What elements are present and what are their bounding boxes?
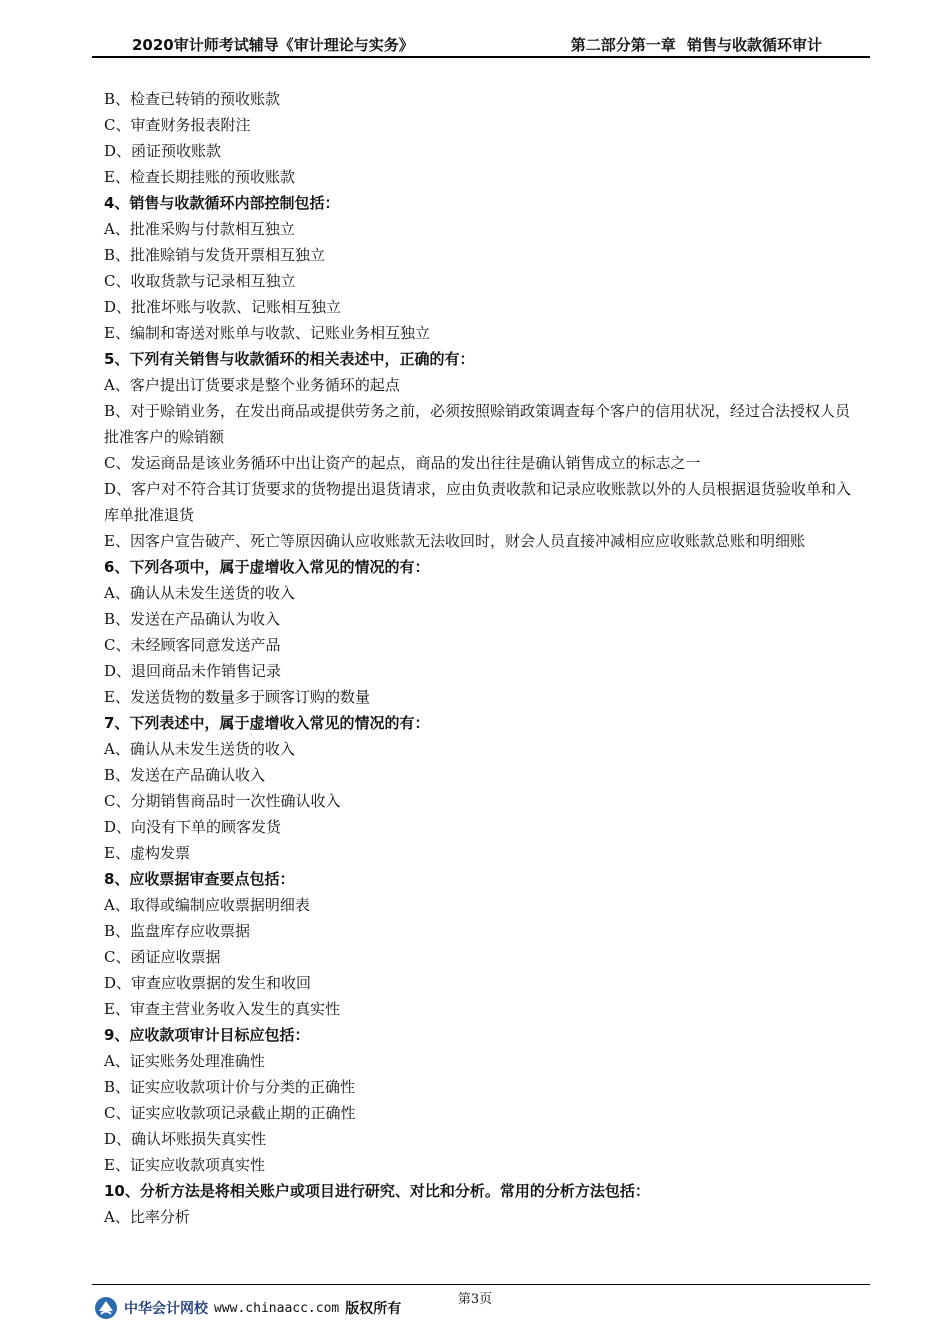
header-course-title: 2020审计师考试辅导《审计理论与实务》 <box>132 36 414 54</box>
question-stem: 6、下列各项中，属于虚增收入常见的情况的有： <box>104 558 430 576</box>
answer-option: D、客户对不符合其订货要求的货物提出退货请求，应由负责收款和记录应收账款以外的人员根据退货验收单和入库单批准退货 <box>104 480 852 524</box>
answer-option: E、审查主营业务收入发生的真实性 <box>104 1000 340 1018</box>
answer-option: B、发送在产品确认收入 <box>104 766 266 784</box>
answer-option: B、检查已转销的预收账款 <box>104 90 281 108</box>
answer-option: D、批准坏账与收款、记账相互独立 <box>104 298 342 316</box>
page-header <box>92 30 870 58</box>
answer-option: C、发运商品是该业务循环中出让资产的起点，商品的发出往往是确认销售成立的标志之一 <box>104 454 701 472</box>
answer-option: D、确认坏账损失真实性 <box>104 1130 267 1148</box>
answer-option: A、确认从未发生送货的收入 <box>104 740 295 758</box>
answer-option: B、批准赊销与发货开票相互独立 <box>104 246 326 264</box>
answer-option: E、虚构发票 <box>104 844 190 862</box>
answer-option: A、客户提出订货要求是整个业务循环的起点 <box>104 376 400 394</box>
brand-url[interactable]: www.chinaacc.com <box>214 1300 340 1316</box>
answer-option: E、证实应收款项真实性 <box>104 1156 265 1174</box>
answer-option: C、函证应收票据 <box>104 948 221 966</box>
brand-name: 中华会计网校 <box>124 1301 208 1317</box>
answer-option: D、退回商品未作销售记录 <box>104 662 282 680</box>
answer-option: B、证实应收款项计价与分类的正确性 <box>104 1078 356 1096</box>
answer-option: C、分期销售商品时一次性确认收入 <box>104 792 341 810</box>
answer-option: A、确认从未发生送货的收入 <box>104 584 295 602</box>
answer-option: D、函证预收账款 <box>104 142 222 160</box>
answer-option: E、因客户宣告破产、死亡等原因确认应收账款无法收回时，财会人员直接冲减相应应收账款总账和明细账 <box>104 532 805 550</box>
question-stem: 8、应收票据审查要点包括： <box>104 870 295 888</box>
answer-option: A、比率分析 <box>104 1208 190 1226</box>
chinaacc-logo-icon <box>94 1296 118 1320</box>
question-stem: 5、下列有关销售与收款循环的相关表述中，正确的有： <box>104 350 475 368</box>
answer-option: D、审查应收票据的发生和收回 <box>104 974 312 992</box>
question-content <box>104 86 852 1230</box>
answer-option: C、收取货款与记录相互独立 <box>104 272 296 290</box>
footer-brand <box>94 1296 401 1320</box>
answer-option: C、审查财务报表附注 <box>104 116 251 134</box>
question-stem: 4、销售与收款循环内部控制包括： <box>104 194 340 212</box>
answer-option: D、向没有下单的顾客发货 <box>104 818 282 836</box>
answer-option: A、证实账务处理准确性 <box>104 1052 265 1070</box>
question-stem: 7、下列表述中，属于虚增收入常见的情况的有： <box>104 714 430 732</box>
answer-option: E、编制和寄送对账单与收款、记账业务相互独立 <box>104 324 430 342</box>
page-number: 第3页 <box>457 1292 493 1307</box>
copyright-text: 版权所有 <box>345 1301 402 1317</box>
question-stem: 9、应收款项审计目标应包括： <box>104 1026 310 1044</box>
answer-option: E、发送货物的数量多于顾客订购的数量 <box>104 688 370 706</box>
answer-option: E、检查长期挂账的预收账款 <box>104 168 295 186</box>
question-stem: 10、分析方法是将相关账户或项目进行研究、对比和分析。常用的分析方法包括： <box>104 1182 650 1200</box>
answer-option: C、证实应收款项记录截止期的正确性 <box>104 1104 356 1122</box>
answer-option: B、监盘库存应收票据 <box>104 922 251 940</box>
answer-option: C、未经顾客同意发送产品 <box>104 636 281 654</box>
answer-option: B、对于赊销业务，在发出商品或提供劳务之前，必须按照赊销政策调查每个客户的信用状况，经过合法授权人员批准客户的赊销额 <box>104 402 851 446</box>
header-chapter-title: 第二部分第一章 销售与收款循环审计 <box>570 36 822 54</box>
answer-option: A、取得或编制应收票据明细表 <box>104 896 310 914</box>
answer-option: A、批准采购与付款相互独立 <box>104 220 295 238</box>
footer-divider <box>92 1284 870 1285</box>
answer-option: B、发送在产品确认为收入 <box>104 610 281 628</box>
